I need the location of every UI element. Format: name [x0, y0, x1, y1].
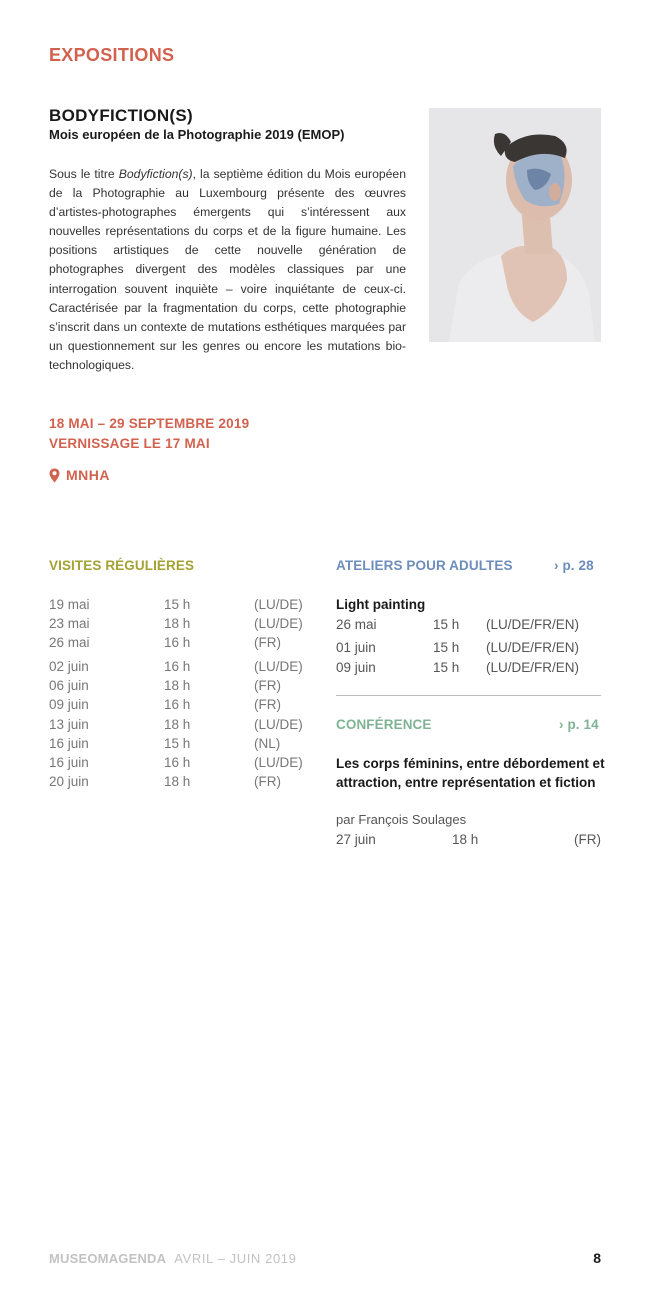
visit-row — [49, 755, 319, 774]
conference-date: 27 juin — [336, 832, 376, 847]
visit-language: (FR) — [254, 635, 281, 650]
footer-brand: MUSEOMAGENDA — [49, 1251, 167, 1266]
footer — [49, 1251, 296, 1266]
atelier-time: 15 h — [433, 617, 460, 632]
vernissage-date: VERNISSAGE LE 17 MAI — [49, 436, 210, 451]
visit-language: (LU/DE) — [254, 616, 303, 631]
visit-time: 15 h — [164, 597, 191, 612]
visit-language: (LU/DE) — [254, 755, 303, 770]
visit-language: (FR) — [254, 678, 281, 693]
visit-date: 13 juin — [49, 717, 89, 732]
visit-time: 18 h — [164, 717, 191, 732]
conference-language: (FR) — [574, 832, 601, 847]
visit-language: (LU/DE) — [254, 597, 303, 612]
atelier-date: 26 mai — [336, 617, 377, 632]
visit-row — [49, 717, 319, 736]
conference-page-ref[interactable]: › p. 14 — [559, 717, 599, 732]
atelier-row — [336, 640, 601, 659]
divider — [336, 695, 601, 696]
conference-title: Les corps féminins, entre débordement et attraction, entre représentation et fiction — [336, 756, 605, 791]
visit-time: 16 h — [164, 659, 191, 674]
visit-time: 18 h — [164, 616, 191, 631]
visit-date: 06 juin — [49, 678, 89, 693]
date-range: 18 MAI – 29 SEPTEMBRE 2019 — [49, 416, 250, 431]
footer-period: AVRIL – JUIN 2019 — [174, 1251, 297, 1266]
visit-language: (LU/DE) — [254, 659, 303, 674]
visit-date: 16 juin — [49, 736, 89, 751]
atelier-row — [336, 660, 601, 679]
atelier-language: (LU/DE/FR/EN) — [486, 640, 580, 655]
person-profile-illustration — [429, 108, 601, 342]
visit-row — [49, 635, 319, 654]
visit-row — [49, 616, 319, 635]
description-intro: Sous le titre — [49, 167, 119, 181]
event-description — [49, 165, 406, 375]
visit-date: 20 juin — [49, 774, 89, 789]
visit-date: 16 juin — [49, 755, 89, 770]
visit-row — [49, 597, 319, 616]
visit-row — [49, 697, 319, 716]
atelier-date: 01 juin — [336, 640, 376, 655]
visit-row — [49, 736, 319, 755]
conference-heading: CONFÉRENCE — [336, 717, 432, 732]
visit-date: 23 mai — [49, 616, 90, 631]
ateliers-page-ref[interactable]: › p. 28 — [554, 558, 594, 573]
visits-heading: VISITES RÉGULIÈRES — [49, 558, 195, 573]
visit-time: 16 h — [164, 635, 191, 650]
atelier-language: (LU/DE/FR/EN) — [486, 660, 580, 675]
event-subtitle: Mois européen de la Photographie 2019 (EMOP) — [49, 127, 345, 142]
atelier-language: (LU/DE/FR/EN) — [486, 617, 580, 632]
event-photo — [429, 108, 601, 342]
atelier-time: 15 h — [433, 640, 460, 655]
visit-language: (FR) — [254, 697, 281, 712]
visit-row — [49, 678, 319, 697]
visit-row — [49, 659, 319, 678]
atelier-title: Light painting — [336, 597, 426, 612]
conference-speaker: par François Soulages — [336, 812, 467, 827]
atelier-row — [336, 617, 601, 636]
visit-time: 15 h — [164, 736, 191, 751]
visit-time: 16 h — [164, 755, 191, 770]
visit-time: 16 h — [164, 697, 191, 712]
event-dates — [49, 414, 249, 454]
conference-row — [336, 832, 601, 851]
atelier-date: 09 juin — [336, 660, 376, 675]
visit-time: 18 h — [164, 774, 191, 789]
description-body: , la septième édition du Mois européen de la Photographie au Luxembourg présente des œuvres d’artistes-photographes émergents qui s’intéressent aux nouvelles représentations du corps et de la figure humaine. Les positions artistiques de cette nouvelle génération de photographes divergent des modèles classiques par une interrogation souvent inquiète – voire inquiétante de ceux-ci. Caractérisée par la fragmentation du corps, cette photographie s’inscrit dans un contexte de mutations esthétiques marquées par un questionnement sur les genres ou encore les mutations bio-technologiques. — [49, 167, 406, 372]
visit-time: 18 h — [164, 678, 191, 693]
venue-name: MNHA — [66, 467, 110, 483]
description-title-italic: Bodyfiction(s) — [118, 167, 193, 181]
visit-language: (FR) — [254, 774, 281, 789]
visit-row — [49, 774, 319, 793]
visit-date: 26 mai — [49, 635, 90, 650]
visit-language: (NL) — [254, 736, 281, 751]
visit-language: (LU/DE) — [254, 717, 303, 732]
venue[interactable] — [49, 467, 110, 483]
map-pin-icon — [49, 468, 60, 483]
event-title: BODYFICTION(S) — [49, 106, 193, 125]
atelier-time: 15 h — [433, 660, 460, 675]
visit-date: 09 juin — [49, 697, 89, 712]
section-title: EXPOSITIONS — [49, 45, 175, 65]
page-number: 8 — [593, 1250, 601, 1266]
visit-date: 19 mai — [49, 597, 90, 612]
ateliers-heading: ATELIERS POUR ADULTES — [336, 558, 513, 573]
conference-time: 18 h — [452, 832, 479, 847]
visit-date: 02 juin — [49, 659, 89, 674]
